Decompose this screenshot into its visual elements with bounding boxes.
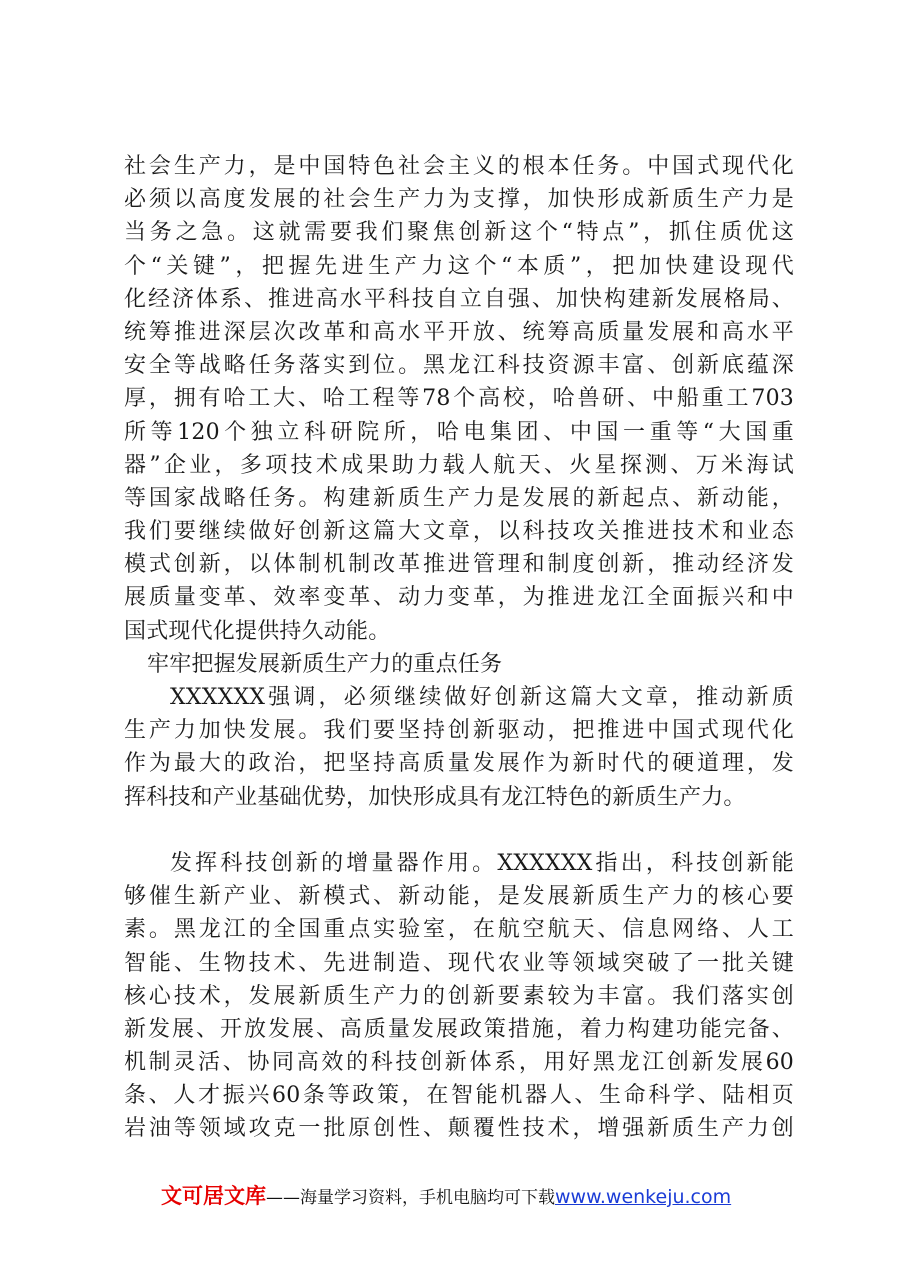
text-line: 展质量变革、效率变革、动力变革，为推进龙江全面振兴和中 [124,585,794,611]
text-line: 核心技术，发展新质生产力的创新要素较为丰富。我们落实创 [124,983,794,1009]
text-line: 个“关键”，把握先进生产力这个“本质”，把加快建设现代 [124,253,794,279]
text-line: 国式现代化提供持久动能。 [124,618,391,644]
text-line: 当务之急。这就需要我们聚焦创新这个“特点”，抓住质优这 [124,220,794,246]
text-line: 统筹推进深层次改革和高水平开放、统筹高质量发展和高水平 [124,319,794,345]
text-line: 生产力加快发展。我们要坚持创新驱动，把推进中国式现代化 [124,718,794,744]
footer-site-link[interactable]: www.wenkeju.com [555,1186,732,1208]
text-line: 等国家战略任务。构建新质生产力是发展的新起点、新动能， [124,485,794,511]
text-line: 智能、生物技术、先进制造、现代农业等领域突破了一批关键 [124,950,794,976]
footer-brand: 文可居文库 [161,1184,266,1208]
text-line: XXXXXX强调，必须继续做好创新这篇大文章，推动新质 [170,685,794,710]
text-line: 安全等战略任务落实到位。黑龙江科技资源丰富、创新底蕴深 [124,353,794,379]
text-line: 必须以高度发展的社会生产力为支撑，加快形成新质生产力是 [124,187,794,213]
text-line: 素。黑龙江的全国重点实验室，在航空航天、信息网络、人工 [124,917,794,943]
text-line: 够催生新产业、新模式、新动能，是发展新质生产力的核心要 [124,884,794,910]
text-line: 岩油等领域攻克一批原创性、颠覆性技术，增强新质生产力创 [124,1116,794,1142]
section-heading: 牢牢把握发展新质生产力的重点任务 [147,651,503,677]
text-line: 所等120个独立科研院所，哈电集团、中国一重等“大国重 [124,419,794,445]
text-line: 作为最大的政治，把坚持高质量发展作为新时代的硬道理，发 [124,751,794,777]
text-line: 器”企业，多项技术成果助力载人航天、火星探测、万米海试 [124,452,794,478]
text-line: 化经济体系、推进高水平科技自立自强、加快构建新发展格局、 [124,286,794,312]
paragraph-gap [124,814,794,847]
text-line: 厚，拥有哈工大、哈工程等78个高校，哈兽研、中船重工703 [124,386,794,412]
document-body [124,150,794,1146]
text-line: 模式创新，以体制机制改革推进管理和制度创新，推动经济发 [124,552,794,578]
text-line: 社会生产力，是中国特色社会主义的根本任务。中国式现代化 [124,154,794,179]
text-line: 挥科技和产业基础优势，加快形成具有龙江特色的新质生产力。 [124,784,746,810]
footer-tagline: ——海量学习资料，手机电脑均可下载 [266,1188,555,1208]
text-line: 我们要继续做好创新这篇大文章，以科技攻关推进技术和业态 [124,519,794,545]
text-line: 新发展、开放发展、高质量发展政策措施，着力构建功能完备、 [124,1016,794,1042]
text-line: 条、人才振兴60条等政策，在智能机器人、生命科学、陆相页 [124,1083,794,1109]
footer-banner [161,1181,731,1211]
text-line: 机制灵活、协同高效的科技创新体系，用好黑龙江创新发展60 [124,1050,794,1076]
text-line: 发挥科技创新的增量器作用。XXXXXX指出，科技创新能 [170,850,794,876]
